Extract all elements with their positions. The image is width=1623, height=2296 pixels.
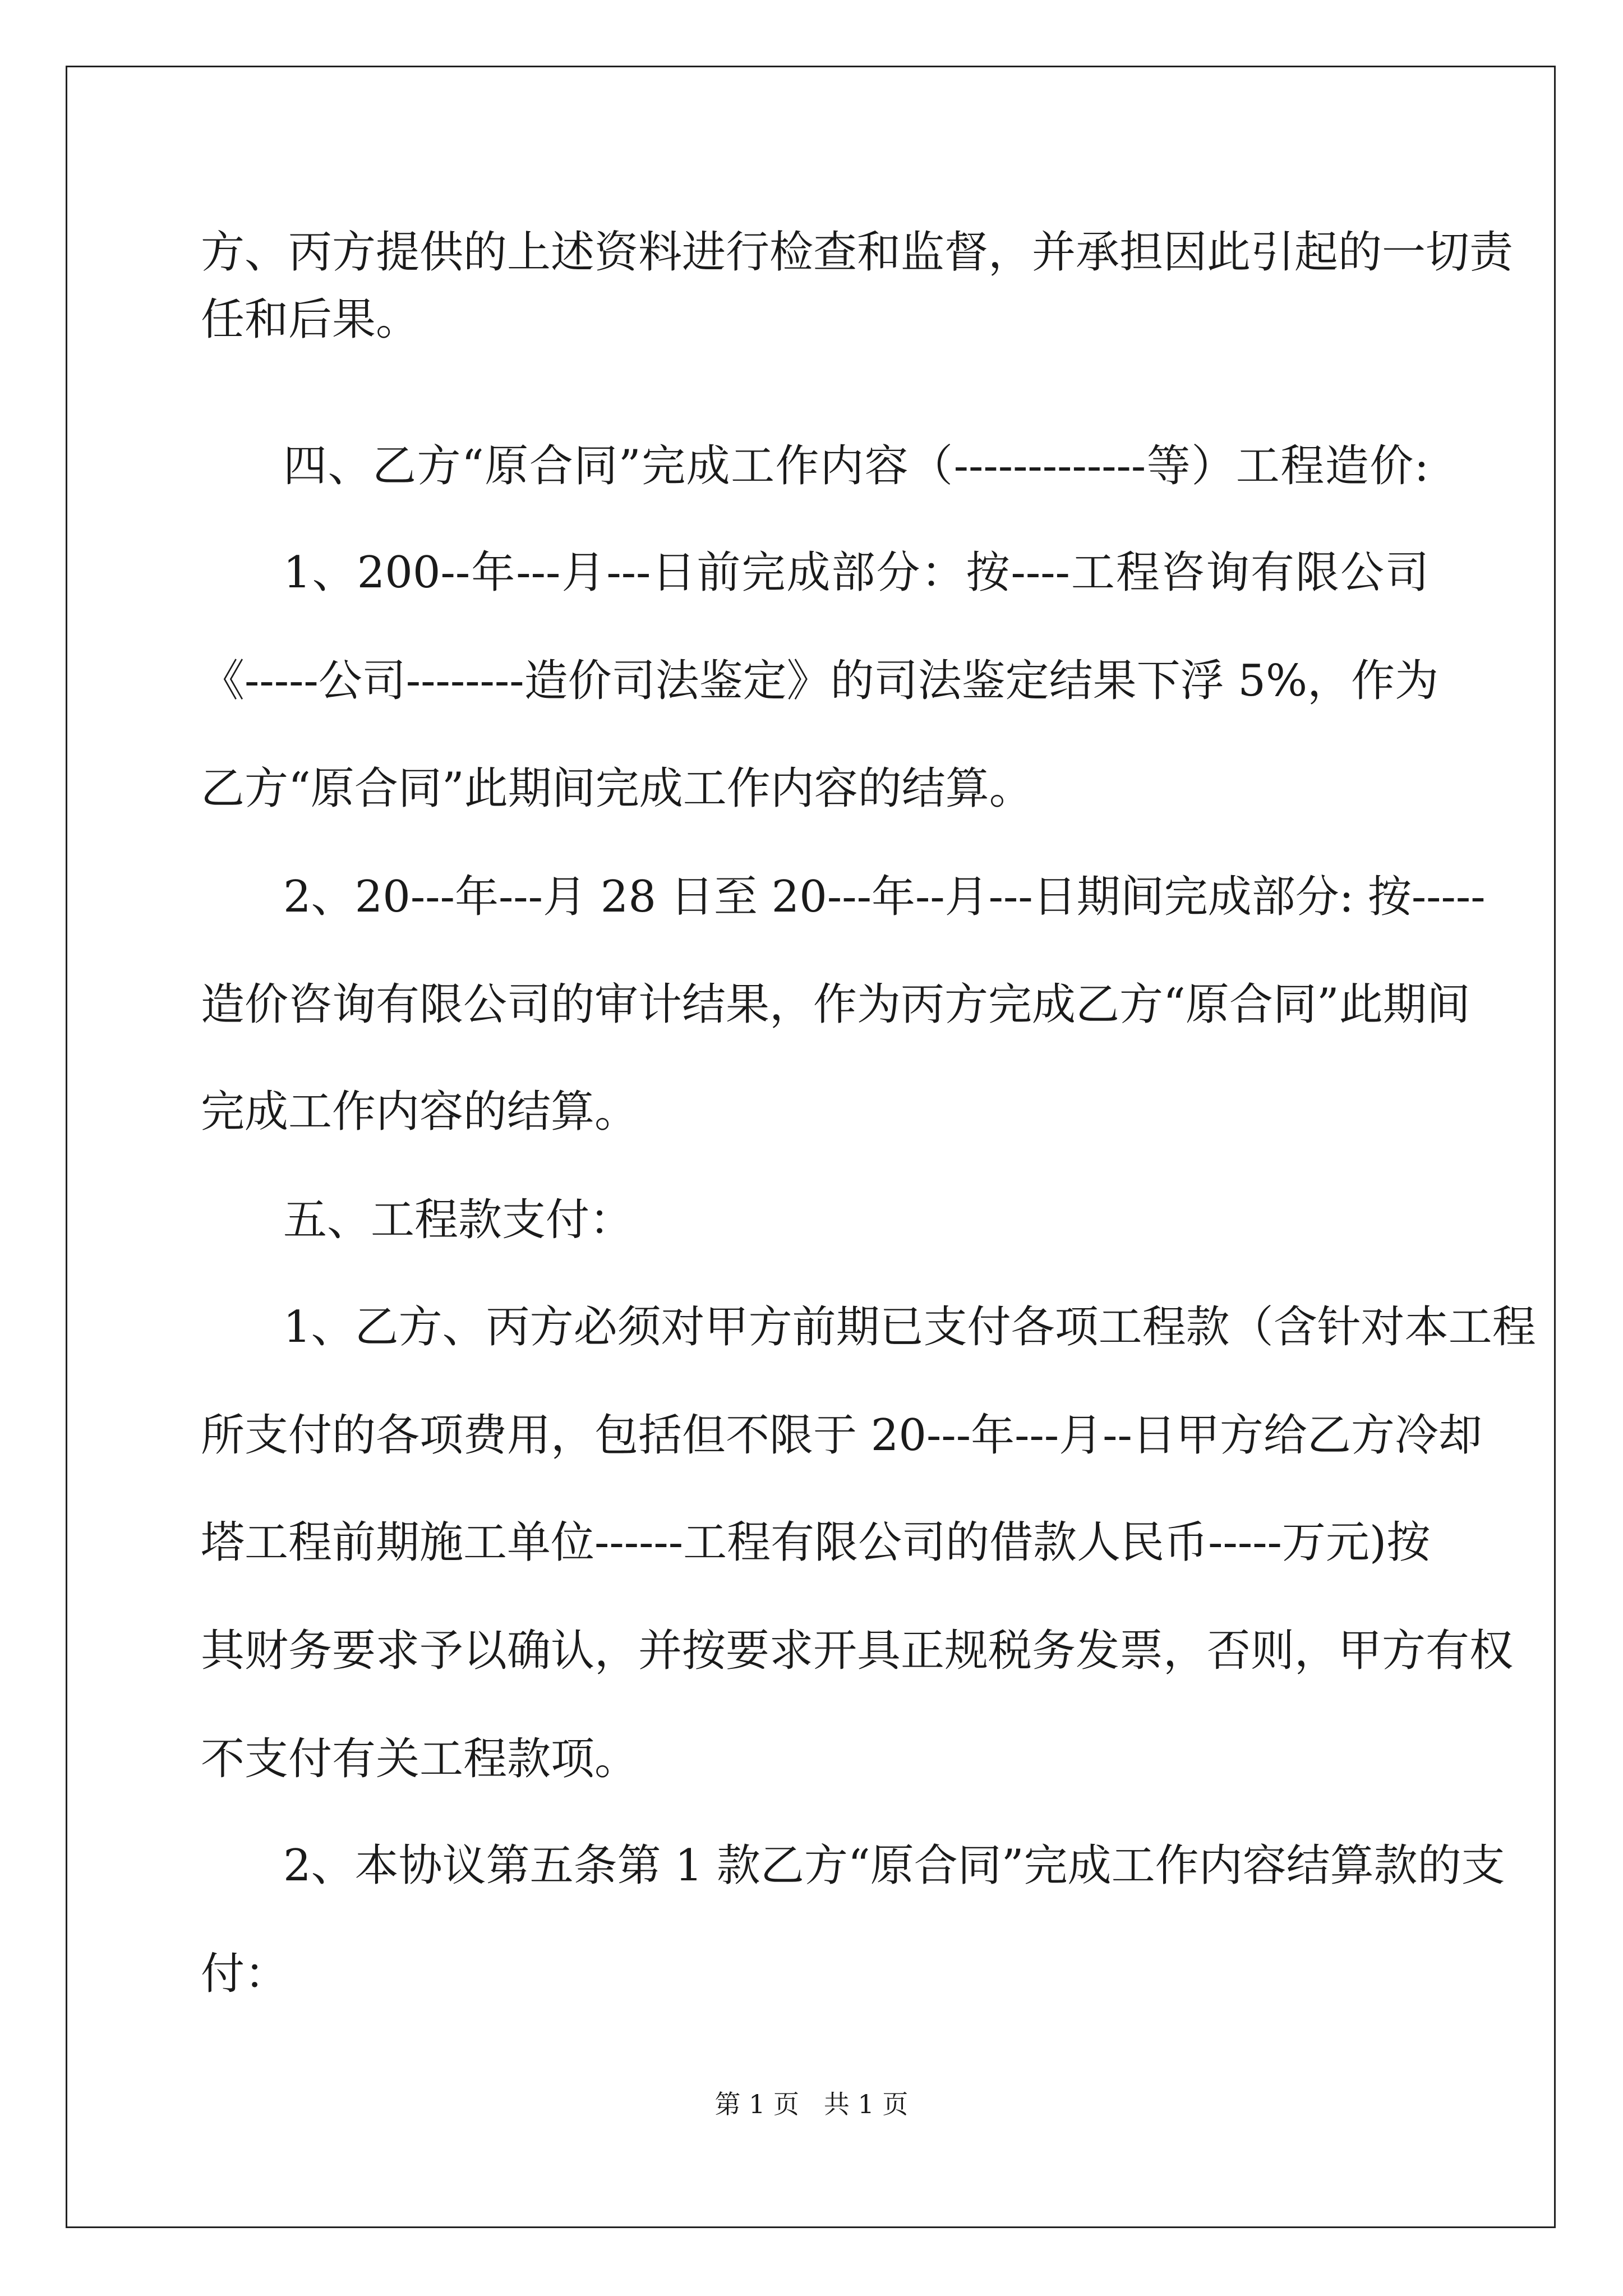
text-line: 所支付的各项费用，包括但不限于 20---年---月--日甲方给乙方冷却 — [201, 1410, 1482, 1461]
text-line: 《-----公司--------造价司法鉴定》的司法鉴定结果下浮 5%，作为 — [201, 656, 1439, 706]
text-line: 2、20---年---月 28 日至 20---年--月---日期间完成部分: 按----- — [283, 872, 1486, 922]
text-line: 不支付有关工程款项。 — [201, 1734, 639, 1784]
text-line: 四、乙方“原合同”完成工作内容（-------------等）工程造价: — [283, 441, 1429, 491]
text-line: 塔工程前期施工单位------工程有限公司的借款人民币-----万元)按 — [201, 1517, 1431, 1568]
text-line: 任和后果。 — [201, 295, 420, 345]
page-number-footer: 第 1 页 共 1 页 — [714, 2089, 909, 2119]
text-line: 其财务要求予以确认，并按要求开具正规税务发票，否则，甲方有权 — [201, 1626, 1514, 1676]
text-line: 完成工作内容的结算。 — [201, 1087, 639, 1137]
text-line: 2、本协议第五条第 1 款乙方“原合同”完成工作内容结算款的支 — [283, 1841, 1505, 1891]
text-line: 造价咨询有限公司的审计结果，作为丙方完成乙方“原合同”此期间 — [201, 979, 1470, 1030]
text-line: 1、200--年---月---日前完成部分：按----工程咨询有限公司 — [283, 547, 1429, 598]
text-line: 1、乙方、丙方必须对甲方前期已支付各项工程款（含针对本工程 — [283, 1302, 1536, 1352]
page-border — [66, 66, 1556, 2228]
text-line: 方、丙方提供的上述资料进行检查和监督，并承担因此引起的一切责 — [201, 227, 1514, 278]
text-line: 乙方“原合同”此期间完成工作内容的结算。 — [201, 763, 1033, 814]
text-line: 付： — [201, 1949, 289, 1999]
text-line: 五、工程款支付： — [283, 1195, 634, 1245]
